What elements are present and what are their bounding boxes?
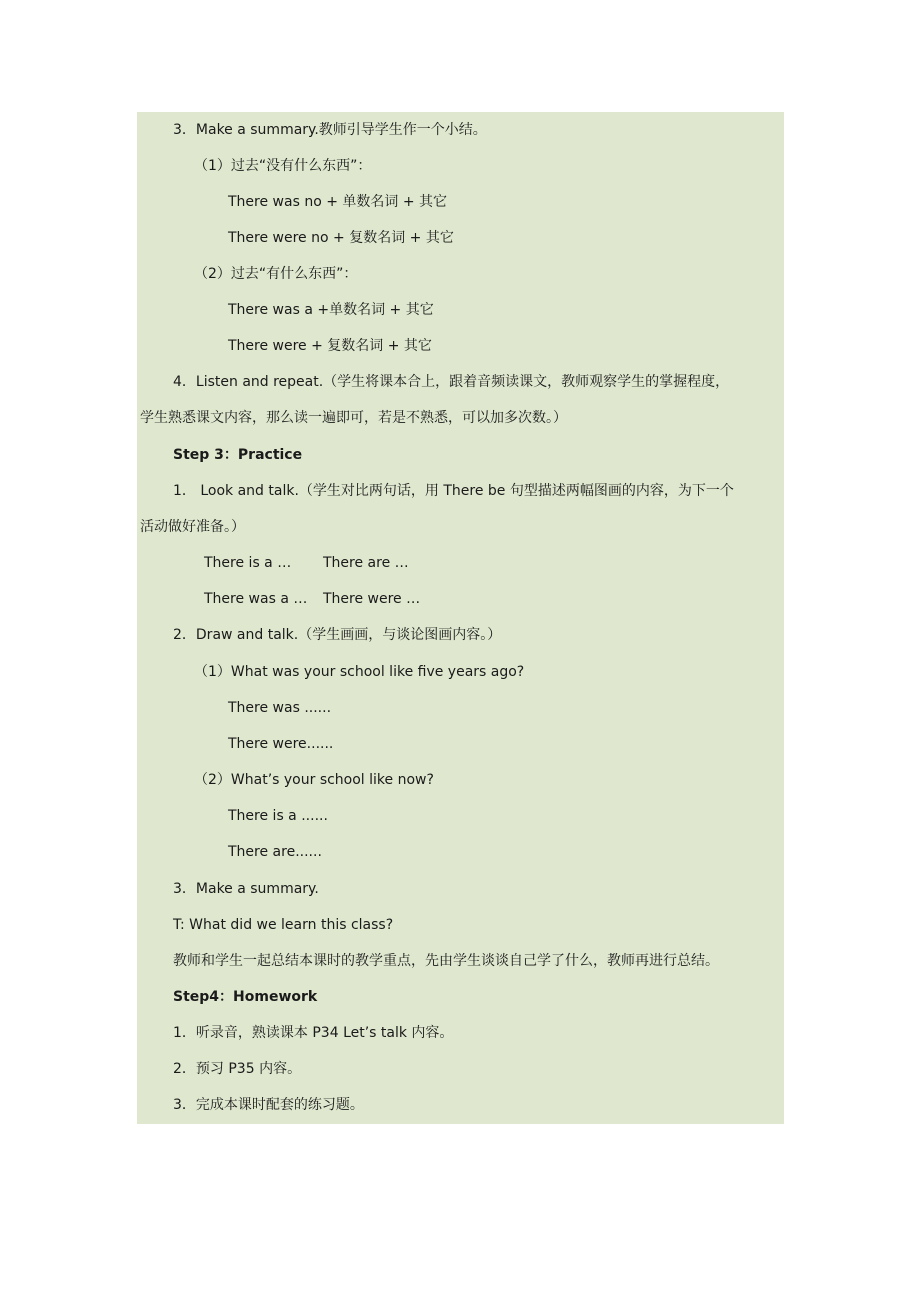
look-talk-line2: 活动做好准备。） — [140, 519, 245, 535]
question-1: （1）What was your school like five years ago? — [194, 664, 525, 680]
past-some-singular: There was a +单数名词 + 其它 — [228, 302, 434, 318]
past-none-plural: There were no + 复数名词 + 其它 — [228, 230, 454, 246]
homework-item-2: 2．预习 P35 内容。 — [173, 1061, 302, 1077]
teacher-question: T: What did we learn this class? — [173, 917, 394, 933]
past-some-heading: （2）过去“有什么东西”： — [194, 266, 358, 282]
question-2: （2）What’s your school like now? — [194, 772, 434, 788]
summary-title: 3．Make a summary.教师引导学生作一个小结。 — [173, 122, 487, 138]
homework-item-3: 3．完成本课时配套的练习题。 — [173, 1097, 364, 1113]
question-1-answer-1: There was ...... — [228, 700, 332, 716]
homework-item-1: 1．听录音，熟读课本 P34 Let’s talk 内容。 — [173, 1025, 454, 1041]
past-some-plural: There were + 复数名词 + 其它 — [228, 338, 432, 354]
teacher-note: 教师和学生一起总结本课时的教学重点，先由学生谈谈自己学了什么，教师再进行总结。 — [173, 953, 719, 969]
question-1-answer-2: There were...... — [228, 736, 334, 752]
listen-repeat-line2: 学生熟悉课文内容，那么读一遍即可，若是不熟悉，可以加多次数。） — [140, 410, 567, 426]
there-were: There were … — [323, 591, 421, 607]
past-none-heading: （1）过去“没有什么东西”： — [194, 158, 372, 174]
there-is-a: There is a … — [204, 555, 292, 571]
step4-heading: Step4：Homework — [173, 989, 318, 1005]
there-are: There are … — [323, 555, 409, 571]
past-none-singular: There was no + 单数名词 + 其它 — [228, 194, 448, 210]
draw-talk: 2．Draw and talk.（学生画画，与谈论图画内容。） — [173, 627, 502, 643]
lesson-plan-content — [137, 112, 784, 1124]
question-2-answer-2: There are...... — [228, 844, 322, 860]
question-2-answer-1: There is a ...... — [228, 808, 328, 824]
there-was-a: There was a … — [204, 591, 308, 607]
practice-summary: 3．Make a summary. — [173, 881, 319, 897]
look-talk-line1: 1． Look and talk.（学生对比两句话，用 There be 句型描述两幅图画的内容，为下一个 — [173, 483, 734, 499]
listen-repeat-line1: 4．Listen and repeat.（学生将课本合上，跟着音频读课文，教师观察学生的掌握程度， — [173, 374, 730, 390]
step3-heading: Step 3：Practice — [173, 447, 303, 463]
